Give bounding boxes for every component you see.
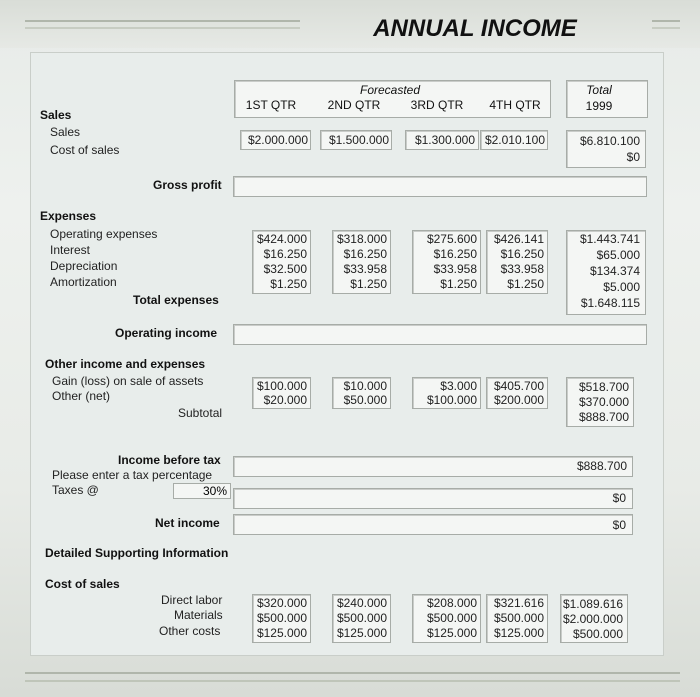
bottom-rule <box>25 672 680 682</box>
materials-q2: $500.000 <box>336 611 387 625</box>
operating-expenses-label: Operating expenses <box>50 227 158 241</box>
interest-label: Interest <box>50 243 91 257</box>
q2-header: 2ND QTR <box>327 98 381 112</box>
tax-percentage-input[interactable]: 30% <box>173 483 231 499</box>
direct-labor-label: Direct labor <box>161 593 223 607</box>
gain-loss-q2: $10.000 <box>343 379 387 393</box>
other-costs-q1: $125.000 <box>256 626 307 640</box>
sales-q3: $1.300.000 <box>414 133 475 147</box>
cost-of-sales-label: Cost of sales <box>50 143 120 157</box>
gross-profit-row <box>233 176 647 197</box>
gain-loss-q4: $405.700 <box>493 379 544 393</box>
enter-tax-label: Please enter a tax percentage <box>52 468 213 482</box>
operating-income-label: Operating income <box>115 326 218 340</box>
other-costs-q2: $125.000 <box>336 626 387 640</box>
interest-q4: $16.250 <box>500 247 544 261</box>
title-rule-left <box>25 20 300 29</box>
opex-q4: $426.141 <box>493 232 544 246</box>
expenses-label: Expenses <box>40 209 97 223</box>
taxes-value: $0 <box>612 491 626 505</box>
cost-of-sales-total: $0 <box>626 150 640 164</box>
depreciation-label: Depreciation <box>50 259 118 273</box>
depreciation-total: $134.374 <box>589 264 640 278</box>
gross-profit-label: Gross profit <box>153 178 222 192</box>
interest-q3: $16.250 <box>433 247 477 261</box>
sales-q4: $2.010.100 <box>484 133 545 147</box>
total-expenses-label: Total expenses <box>133 293 219 307</box>
direct-labor-q4: $321.616 <box>493 596 544 610</box>
other-net-q3: $100.000 <box>426 393 477 407</box>
year-header: 1999 <box>585 99 613 113</box>
materials-q4: $500.000 <box>493 611 544 625</box>
subtotal-label: Subtotal <box>178 406 223 420</box>
sales-q2: $1.500.000 <box>328 133 389 147</box>
amortization-q4: $1.250 <box>507 277 544 291</box>
net-income-value: $0 <box>612 518 626 532</box>
operating-income-row <box>233 324 647 345</box>
other-costs-label: Other costs <box>159 624 221 638</box>
opex-q1: $424.000 <box>256 232 307 246</box>
title-rule-right <box>652 20 680 29</box>
other-net-total: $370.000 <box>578 395 629 409</box>
interest-total: $65.000 <box>596 248 640 262</box>
depreciation-q2: $33.958 <box>343 262 387 276</box>
opex-total: $1.443.741 <box>579 232 640 246</box>
direct-labor-q1: $320.000 <box>256 596 307 610</box>
other-income-label: Other income and expenses <box>45 357 206 371</box>
cost-of-sales-section-label: Cost of sales <box>45 577 120 591</box>
amortization-q2: $1.250 <box>350 277 387 291</box>
sales-total: $6.810.100 <box>579 134 640 148</box>
q1-header: 1ST QTR <box>245 98 297 112</box>
forecasted-header: Forecasted <box>359 83 421 97</box>
opex-q3: $275.600 <box>426 232 477 246</box>
taxes-label: Taxes @ <box>52 483 99 497</box>
depreciation-q4: $33.958 <box>500 262 544 276</box>
interest-q2: $16.250 <box>343 247 387 261</box>
materials-q3: $500.000 <box>426 611 477 625</box>
q3-header: 3RD QTR <box>410 98 464 112</box>
direct-labor-q3: $208.000 <box>426 596 477 610</box>
subtotal-value: $888.700 <box>578 410 629 424</box>
other-costs-q4: $125.000 <box>493 626 544 640</box>
page-title: ANNUAL INCOME <box>373 15 577 42</box>
other-net-label: Other (net) <box>52 389 111 403</box>
gain-loss-label: Gain (loss) on sale of assets <box>52 374 204 388</box>
opex-q2: $318.000 <box>336 232 387 246</box>
other-net-q4: $200.000 <box>493 393 544 407</box>
interest-q1: $16.250 <box>263 247 307 261</box>
other-costs-q3: $125.000 <box>426 626 477 640</box>
direct-labor-q2: $240.000 <box>336 596 387 610</box>
other-net-q2: $50.000 <box>343 393 387 407</box>
depreciation-q3: $33.958 <box>433 262 477 276</box>
direct-labor-total: $1.089.616 <box>562 597 623 611</box>
gain-loss-total: $518.700 <box>578 380 629 394</box>
materials-label: Materials <box>174 608 223 622</box>
materials-q1: $500.000 <box>256 611 307 625</box>
net-income-label: Net income <box>155 516 220 530</box>
total-header: Total <box>586 83 612 97</box>
gain-loss-q1: $100.000 <box>256 379 307 393</box>
other-costs-total: $500.000 <box>572 627 623 641</box>
gain-loss-q3: $3.000 <box>440 379 477 393</box>
total-expenses-value: $1.648.115 <box>580 296 640 310</box>
sales-label: Sales <box>50 125 81 139</box>
income-before-tax-value: $888.700 <box>576 459 627 473</box>
income-before-tax-label: Income before tax <box>118 453 221 467</box>
amortization-q3: $1.250 <box>440 277 477 291</box>
amortization-total: $5.000 <box>603 280 640 294</box>
depreciation-q1: $32.500 <box>263 262 307 276</box>
materials-total: $2.000.000 <box>562 612 623 626</box>
q4-header: 4TH QTR <box>489 98 541 112</box>
amortization-label: Amortization <box>50 275 117 289</box>
other-net-q1: $20.000 <box>263 393 307 407</box>
sales-section-label: Sales <box>40 108 72 122</box>
amortization-q1: $1.250 <box>270 277 307 291</box>
detailed-info-heading: Detailed Supporting Information <box>45 546 229 560</box>
sales-q1: $2.000.000 <box>247 133 308 147</box>
